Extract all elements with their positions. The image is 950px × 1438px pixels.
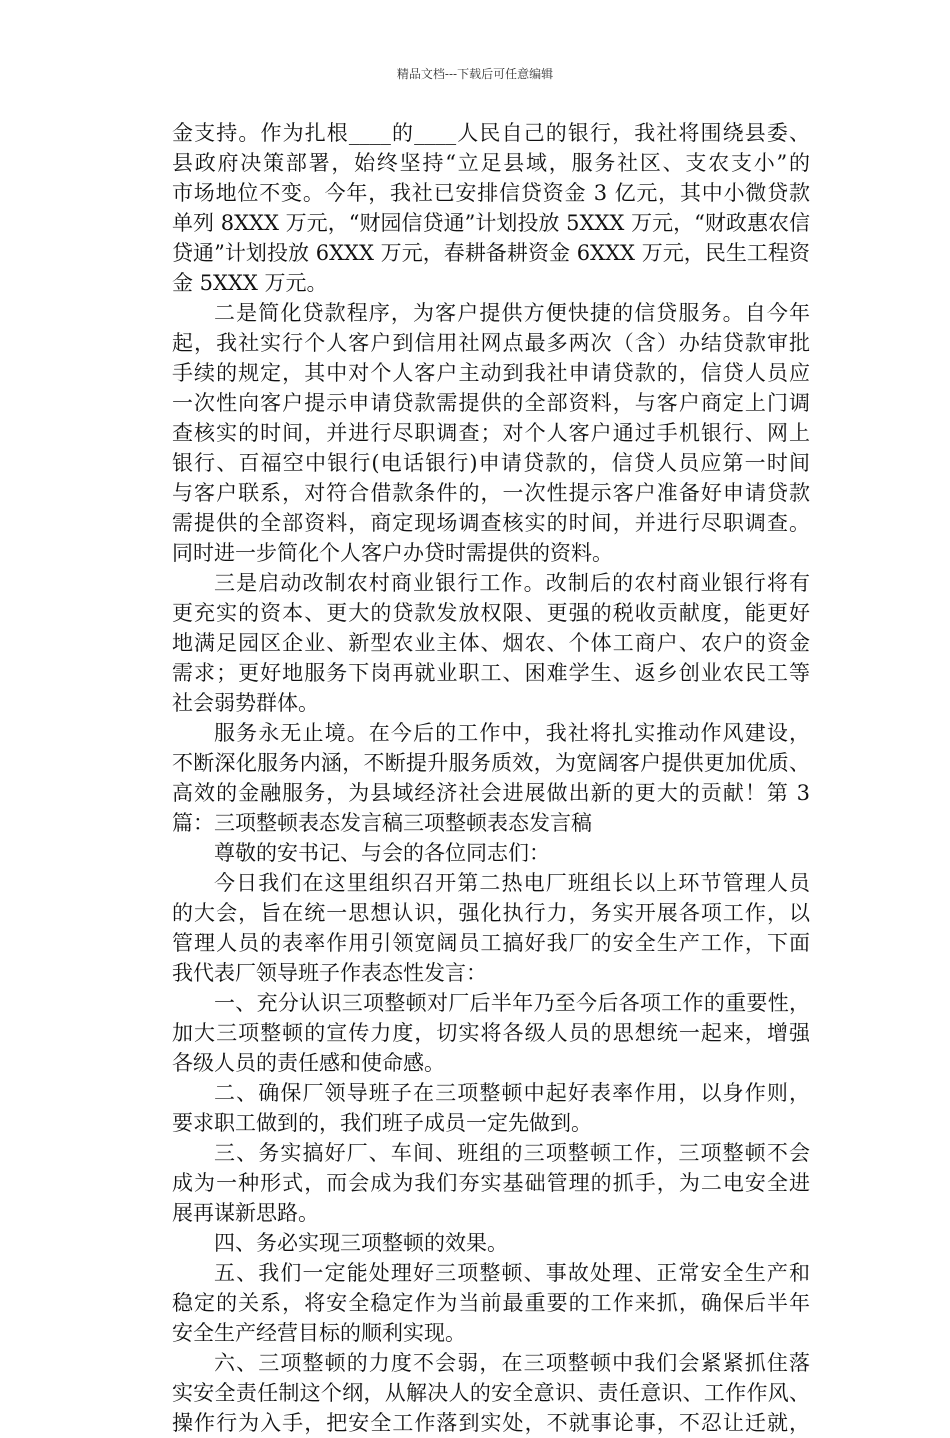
text-line: 安全生产经营目标的顺利实现。 (172, 1321, 466, 1345)
page-header: 精品文档---下载后可任意编辑 (396, 67, 554, 81)
text-line: 实安全责任制这个纲，从解决人的安全意识、责任意识、工作作风、 (172, 1381, 810, 1405)
text-line: 需提供的全部资料，商定现场调查核实的时间，并进行尽职调查。 (172, 511, 810, 535)
document-body (172, 118, 810, 1438)
text-line: 需求；更好地服务下岗再就业职工、困难学生、返乡创业农民工等 (172, 661, 810, 685)
text-line: 操作行为入手，把安全工作落到实处，不就事论事，不忍让迁就， (172, 1411, 810, 1435)
text-line: 稳定的关系，将安全稳定作为当前最重要的工作来抓，确保后半年 (172, 1291, 810, 1315)
text-line: 篇：三项整顿表态发言稿三项整顿表态发言稿 (172, 811, 592, 835)
text-line: 地满足园区企业、新型农业主体、烟农、个体工商户、农户的资金 (172, 631, 810, 655)
text-line: 县政府决策部署，始终坚持“立足县域，服务社区、支农支小”的 (172, 151, 810, 175)
text-line: 二是简化贷款程序，为客户提供方便快捷的信贷服务。自今年 (214, 301, 810, 325)
text-line: 管理人员的表率作用引领宽阔员工搞好我厂的安全生产工作，下面 (172, 931, 810, 955)
text-line: 一次性向客户提示申请贷款需提供的全部资料，与客户商定上门调 (172, 391, 810, 415)
text-line: 六、三项整顿的力度不会弱，在三项整顿中我们会紧紧抓住落 (214, 1351, 810, 1375)
text-line: 起，我社实行个人客户到信用社网点最多两次（含）办结贷款审批 (172, 331, 810, 355)
text-line: 社会弱势群体。 (172, 691, 319, 715)
text-line: 同时进一步简化个人客户办贷时需提供的资料。 (172, 541, 613, 565)
text-line: 今日我们在这里组织召开第二热电厂班组长以上环节管理人员 (214, 871, 810, 895)
text-line: 金 5XXX 万元。 (172, 271, 328, 295)
text-line: 查核实的时间，并进行尽职调查；对个人客户通过手机银行、网上 (172, 421, 810, 445)
text-line: 服务永无止境。在今后的工作中，我社将扎实推动作风建设， (214, 721, 810, 745)
text-line: 三是启动改制农村商业银行工作。改制后的农村商业银行将有 (214, 571, 810, 595)
text-line: 银行、百福空中银行(电话银行)申请贷款的，信贷人员应第一时间 (172, 451, 810, 475)
text-line: 展再谋新思路。 (172, 1201, 319, 1225)
text-line: 与客户联系，对符合借款条件的，一次性提示客户准备好申请贷款 (172, 481, 810, 505)
text-line: 单列 8XXX 万元，“财园信贷通”计划投放 5XXX 万元，“财政惠农信 (172, 211, 810, 235)
text-line: 高效的金融服务，为县域经济社会进展做出新的更大的贡献！第 3 (172, 781, 810, 805)
text-line: 市场地位不变。今年，我社已安排信贷资金 3 亿元，其中小微贷款 (172, 181, 810, 205)
text-line: 手续的规定，其中对个人客户主动到我社申请贷款的，信贷人员应 (172, 361, 810, 385)
text-line: 要求职工做到的，我们班子成员一定先做到。 (172, 1111, 592, 1135)
text-line: 五、我们一定能处理好三项整顿、事故处理、正常安全生产和 (214, 1261, 810, 1285)
text-line: 各级人员的责任感和使命感。 (172, 1051, 445, 1075)
text-line: 尊敬的安书记、与会的各位同志们： (214, 841, 550, 865)
text-line: 二、确保厂领导班子在三项整顿中起好表率作用，以身作则， (214, 1081, 810, 1105)
text-line: 三、务实搞好厂、车间、班组的三项整顿工作，三项整顿不会 (214, 1141, 810, 1165)
text-line: 加大三项整顿的宣传力度，切实将各级人员的思想统一起来，增强 (172, 1021, 810, 1045)
text-line: 我代表厂领导班子作表态性发言： (172, 961, 487, 985)
text-line: 更充实的资本、更大的贷款发放权限、更强的税收贡献度，能更好 (172, 601, 810, 625)
text-line: 贷通”计划投放 6XXX 万元，春耕备耕资金 6XXX 万元，民生工程资 (172, 241, 810, 265)
text-line: 金支持。作为扎根____的____人民自己的银行，我社将围绕县委、 (172, 121, 810, 145)
text-line: 成为一种形式，而会成为我们夯实基础管理的抓手，为二电安全进 (172, 1171, 810, 1195)
text-line: 一、充分认识三项整顿对厂后半年乃至今后各项工作的重要性， (214, 991, 810, 1015)
text-line: 的大会，旨在统一思想认识，强化执行力，务实开展各项工作，以 (172, 901, 810, 925)
text-line: 四、务必实现三项整顿的效果。 (214, 1231, 508, 1255)
text-line: 不断深化服务内涵，不断提升服务质效，为宽阔客户提供更加优质、 (172, 751, 810, 775)
